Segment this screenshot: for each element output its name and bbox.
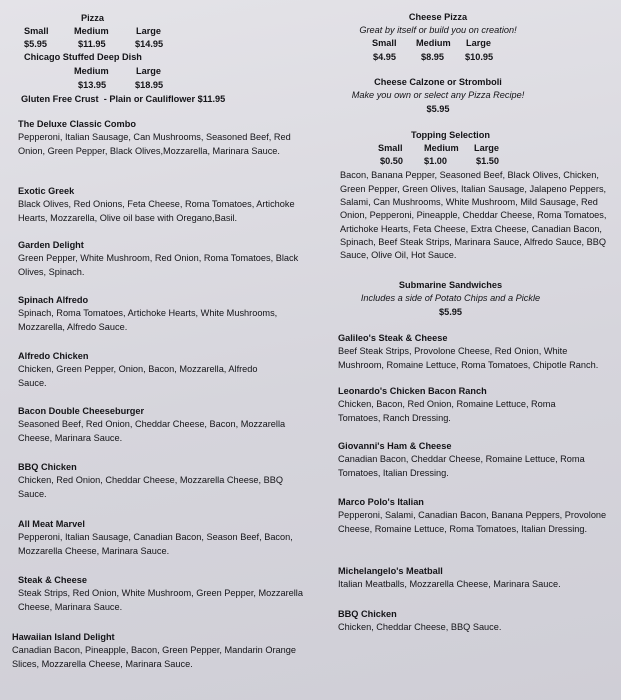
pizza-title: Pizza [81,13,104,23]
menu-item [18,518,308,558]
menu-item-title: Steak & Cheese [18,575,87,585]
deep-dish-size-large: Large [136,66,162,76]
cheese-size-medium: Medium [416,38,451,48]
subs-subtitle: Includes a side of Potato Chips and a Pickle [360,293,541,304]
sub-item-desc: Italian Meatballs, Mozzarella Cheese, Marinara Sauce. [338,579,561,590]
sub-item-desc: Pepperoni, Salami, Canadian Bacon, Banana Peppers, Provolone Cheese, Romaine Lettuce, Roma Tomatoes, Italian Dressing. [338,510,607,534]
subs-price: $5.95 [439,306,462,317]
topping-price-medium: $1.00 [424,156,447,167]
sub-item-desc: Canadian Bacon, Cheddar Cheese, Romaine Lettuce, Roma Tomatoes, Italian Dressing. [338,454,585,478]
sub-item-desc: Chicken, Cheddar Cheese, BBQ Sauce. [338,622,502,633]
pizza-size-small: Small [24,26,49,36]
menu-item-desc: Green Pepper, White Mushroom, Red Onion, Roma Tomatoes, Black Olives, Spinach. [18,253,299,277]
pizza-price-small: $5.95 [24,39,47,49]
topping-size-small: Small [378,143,403,154]
sub-item-desc: Chicken, Bacon, Red Onion, Romaine Lettuce, Roma Tomatoes, Ranch Dressing. [338,399,556,423]
cheese-pizza-subtitle: Great by itself or build you on creation! [359,25,517,35]
sub-item-title: Galileo's Steak & Cheese [338,333,448,343]
deep-dish-title: Chicago Stuffed Deep Dish [24,52,142,62]
toppings-size-grid [338,142,610,170]
menu-item [12,631,308,671]
menu-item-desc: Pepperoni, Italian Sausage, Can Mushrooms, Seasoned Beef, Red Onion, Green Pepper, Black Olives,Mozzarella, Marinara Sauce. [18,132,291,156]
sub-item [338,608,610,635]
topping-price-small: $0.50 [380,156,403,167]
subs-title: Submarine Sandwiches [398,280,503,290]
gluten-free-line: Gluten Free Crust - Plain or Cauliflower $11.95 [21,94,226,104]
calzone-subtitle: Make you own or select any Pizza Recipe! [351,90,525,101]
menu-item-title: Hawaiian Island Delight [12,632,115,642]
menu-item-title: Exotic Greek [18,186,75,196]
sub-item-title: Giovanni's Ham & Cheese [338,441,452,451]
menu-item [18,294,308,334]
sub-item-title: BBQ Chicken [338,609,397,619]
cheese-price-medium: $8.95 [421,52,444,62]
menu-item-desc: Chicken, Red Onion, Cheddar Cheese, Mozzarella Cheese, BBQ Sauce. [18,475,284,499]
menu-item-title: Spinach Alfredo [18,295,89,305]
menu-item [18,118,308,158]
sub-item [338,440,588,480]
sub-item-desc: Beef Steak Strips, Provolone Cheese, Red Onion, White Mushroom, Romaine Lettuce, Roma Tomatoes, Chipotle Ranch. [338,346,599,370]
menu-item [18,405,288,445]
menu-item-desc: Spinach, Roma Tomatoes, Artichoke Hearts, White Mushrooms, Mozzarella, Alfredo Sauce. [18,308,278,332]
toppings-list: Bacon, Banana Pepper, Seasoned Beef, Black Olives, Chicken, Green Pepper, Green Olives, Italian Sausage, Jalapeno Peppers, Salami, Can Mushrooms, White Mushroom, Mild Sausage, Red Onion, Pepperoni, Pineapple, Cheddar Cheese, Roma Tomatoes, Artichoke Hearts, Feta Cheese, Extra Cheese, Canadian Bacon, Spinach, Beef Steak Strips, Marinara Sauce, Alfredo Sauce, BBQ Sauce, Olive Oil, Hot Sauce. [340,170,607,261]
calzone-title: Cheese Calzone or Stromboli [374,77,502,87]
sub-item-title: Michelangelo's Meatball [338,566,443,576]
calzone-section [338,76,568,116]
menu-item [18,185,308,225]
sub-item [338,385,588,425]
topping-size-large: Large [474,143,500,154]
menu-item-desc: Black Olives, Red Onions, Feta Cheese, Roma Tomatoes, Artichoke Hearts, Mozzarella, Olive oil base with Oregano,Basil. [18,199,295,223]
deep-dish-price-large: $18.95 [135,80,164,90]
pizza-price-large: $14.95 [135,39,164,49]
calzone-price: $5.95 [426,103,450,114]
menu-item-title: Alfredo Chicken [18,351,89,361]
menu-item-desc: Chicken, Green Pepper, Onion, Bacon, Mozzarella, Alfredo Sauce. [18,364,258,388]
sub-item-title: Marco Polo's Italian [338,497,424,507]
menu-item-desc: Seasoned Beef, Red Onion, Cheddar Cheese, Bacon, Mozzarella Cheese, Marinara Sauce. [18,419,286,443]
menu-item [18,239,303,279]
topping-size-medium: Medium [424,143,459,154]
deep-dish-size-medium: Medium [74,66,109,76]
cheese-pizza-title: Cheese Pizza [408,12,468,22]
menu-item-title: The Deluxe Classic Combo [18,119,136,129]
sub-item [338,565,610,592]
toppings-section [338,129,610,263]
subs-section [338,279,610,319]
deep-dish-price-medium: $13.95 [78,80,107,90]
menu-item [18,350,288,390]
topping-price-large: $1.50 [476,156,499,167]
sub-item-title: Leonardo's Chicken Bacon Ranch [338,386,487,396]
menu-item-title: BBQ Chicken [18,462,77,472]
toppings-title: Topping Selection [411,130,490,140]
cheese-price-small: $4.95 [373,52,396,62]
sub-item [338,496,610,536]
pizza-price-medium: $11.95 [78,39,106,49]
menu-item-title: Bacon Double Cheeseburger [18,406,145,416]
cheese-price-large: $10.95 [465,52,494,62]
menu-item [18,574,308,614]
menu-item-desc: Pepperoni, Italian Sausage, Canadian Bacon, Season Beef, Bacon, Mozzarella Cheese, Marinara Sauce. [18,532,293,556]
sub-item [338,332,610,372]
pizza-size-large: Large [136,26,162,36]
menu-item-desc: Steak Strips, Red Onion, White Mushroom, Green Pepper, Mozzarella Cheese, Marinara Sauce. [18,588,303,612]
menu-item-title: All Meat Marvel [18,519,85,529]
cheese-size-small: Small [372,38,397,48]
pizza-size-medium: Medium [74,26,109,36]
menu-item-title: Garden Delight [18,240,84,250]
menu-item-desc: Canadian Bacon, Pineapple, Bacon, Green Pepper, Mandarin Orange Slices, Mozzarella Cheese, Marinara Sauce. [12,645,296,669]
menu-item [18,461,308,501]
cheese-size-large: Large [466,38,492,48]
